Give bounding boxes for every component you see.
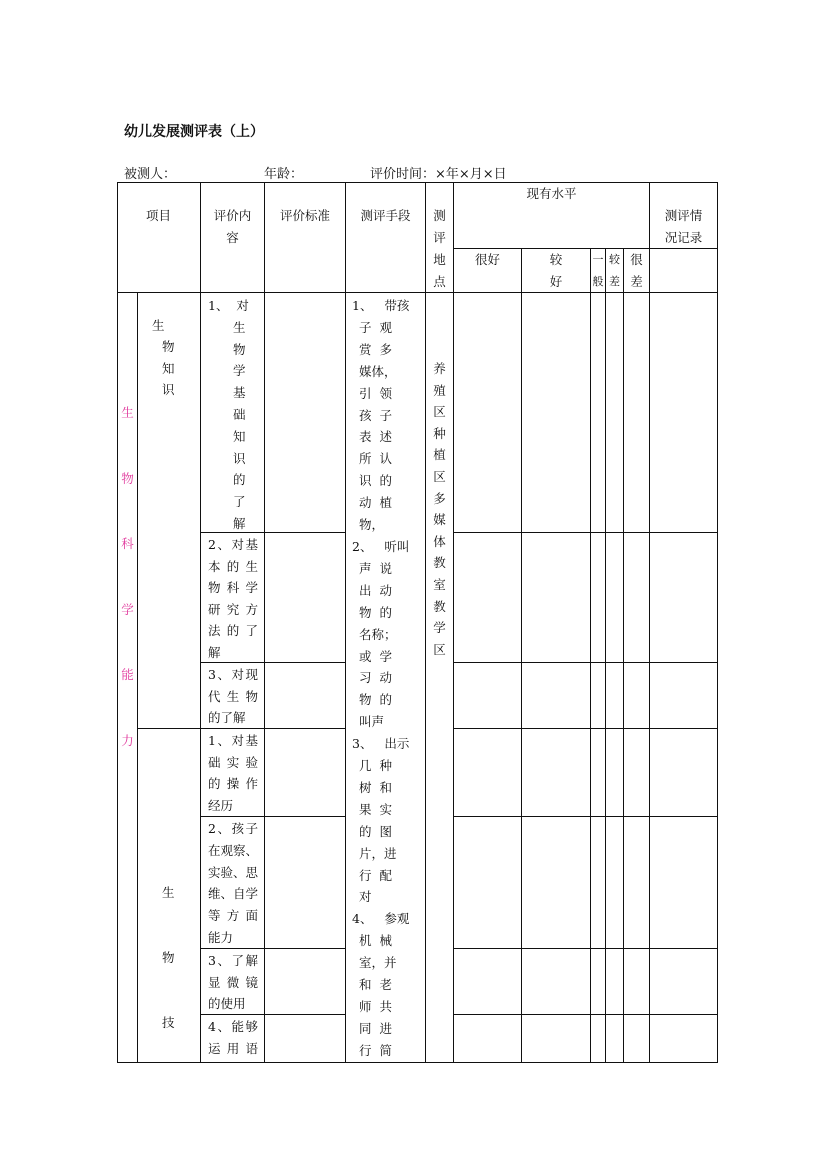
age-label: 年龄： xyxy=(264,167,304,182)
method-line: 几 种 xyxy=(359,758,392,774)
subcategory-skill: 生 物 技 xyxy=(162,885,175,1030)
header-content: 评价内 容 xyxy=(213,208,252,245)
method-line: 对 xyxy=(359,889,372,905)
content-item-3: 3、对现 代生物 的了解 xyxy=(208,667,258,725)
method-line: 子 观 xyxy=(359,319,392,335)
header-method: 测评手段 xyxy=(360,208,411,223)
header-place: 测 评 地 点 xyxy=(433,208,446,289)
place-char: 学 xyxy=(433,620,446,636)
place-char: 种 xyxy=(433,425,446,441)
method-line: 声 说 xyxy=(359,560,392,576)
page-title: 幼儿发展测评表（上） xyxy=(124,124,264,140)
method-line: 所 认 xyxy=(359,451,392,467)
level-fair: 一 般 xyxy=(592,253,604,288)
method-line: 赏 多 xyxy=(359,341,392,357)
method-list xyxy=(352,295,419,1062)
method-line: 习 动 xyxy=(359,670,392,686)
place-char: 养 xyxy=(433,361,446,376)
method-line: 行 配 xyxy=(359,867,392,883)
place-char: 多 xyxy=(433,490,446,506)
place-char: 植 xyxy=(433,447,446,463)
method-line: 物 的 xyxy=(359,692,392,708)
content-item-4: 1、对基 础实验 的操作 经历 xyxy=(208,733,258,813)
method-line: 行 简 xyxy=(359,1042,392,1058)
method-line: 1、 带孩 xyxy=(352,298,410,313)
method-line: 引 领 xyxy=(359,385,392,401)
method-line: 和 老 xyxy=(359,977,392,993)
method-line: 孩 子 xyxy=(359,407,392,423)
method-line: 4、 参观 xyxy=(352,911,410,927)
header-standard: 评价标准 xyxy=(279,208,330,223)
level-very-poor: 很 差 xyxy=(630,252,643,289)
place-list xyxy=(426,358,453,660)
method-line: 师 共 xyxy=(359,999,392,1014)
place-char: 室 xyxy=(433,576,446,592)
level-very-good: 很好 xyxy=(474,252,500,267)
method-line: 媒体， xyxy=(359,363,397,379)
place-char: 殖 xyxy=(433,382,446,398)
subject-label: 被测人： xyxy=(124,167,177,182)
place-char: 体 xyxy=(433,533,446,549)
content-item-2: 2、对基 本的生 物科学 研究方 法的了 解 xyxy=(208,537,258,660)
eval-time-label: 评价时间：×年×月×日 xyxy=(370,167,507,182)
method-line: 表 述 xyxy=(359,429,392,445)
method-line: 果 实 xyxy=(359,801,392,817)
method-line: 叫声 xyxy=(359,714,385,730)
header-level: 现有水平 xyxy=(526,186,577,201)
method-line: 物 的 xyxy=(359,604,392,620)
method-line: 树 和 xyxy=(359,779,392,795)
place-char: 教 xyxy=(433,598,446,614)
place-char: 媒 xyxy=(433,512,446,528)
method-line: 的 图 xyxy=(359,823,392,839)
content-item-1: 1、 对 生 物 学 基 础 知 识 的 了 解 xyxy=(208,298,249,531)
place-char: 区 xyxy=(433,404,446,420)
method-line: 同 进 xyxy=(359,1020,392,1036)
place-char: 区 xyxy=(433,641,446,657)
method-line: 物， xyxy=(359,517,385,533)
header-record: 测评情 况记录 xyxy=(664,208,703,245)
category-label: 生 物 科 学 能 力 xyxy=(121,405,134,748)
method-line: 室，并 xyxy=(359,955,397,971)
content-item-7: 4、能够 运用语 xyxy=(208,1019,258,1056)
content-item-6: 3、了解 显微镜 的使用 xyxy=(208,953,258,1011)
level-good: 较 好 xyxy=(549,252,563,289)
place-char: 区 xyxy=(433,468,446,484)
method-line: 识 的 xyxy=(359,473,392,489)
method-line: 3、 出示 xyxy=(352,736,410,752)
method-line: 出 动 xyxy=(359,582,392,598)
header-project: 项目 xyxy=(145,208,171,223)
level-poor: 较 差 xyxy=(609,253,620,288)
method-line: 动 植 xyxy=(359,495,392,511)
method-line: 机 械 xyxy=(359,933,392,949)
place-char: 教 xyxy=(433,555,446,571)
method-line: 或 学 xyxy=(359,648,392,664)
method-line: 片，进 xyxy=(359,845,397,861)
subcategory-knowledge: 生 物 知 识 xyxy=(152,318,175,398)
content-item-5: 2、孩子 在观察、 实验、思 维、自学 等方面 能力 xyxy=(208,821,259,945)
method-line: 名称； xyxy=(359,626,397,642)
method-line: 2、 听叫 xyxy=(352,538,410,554)
